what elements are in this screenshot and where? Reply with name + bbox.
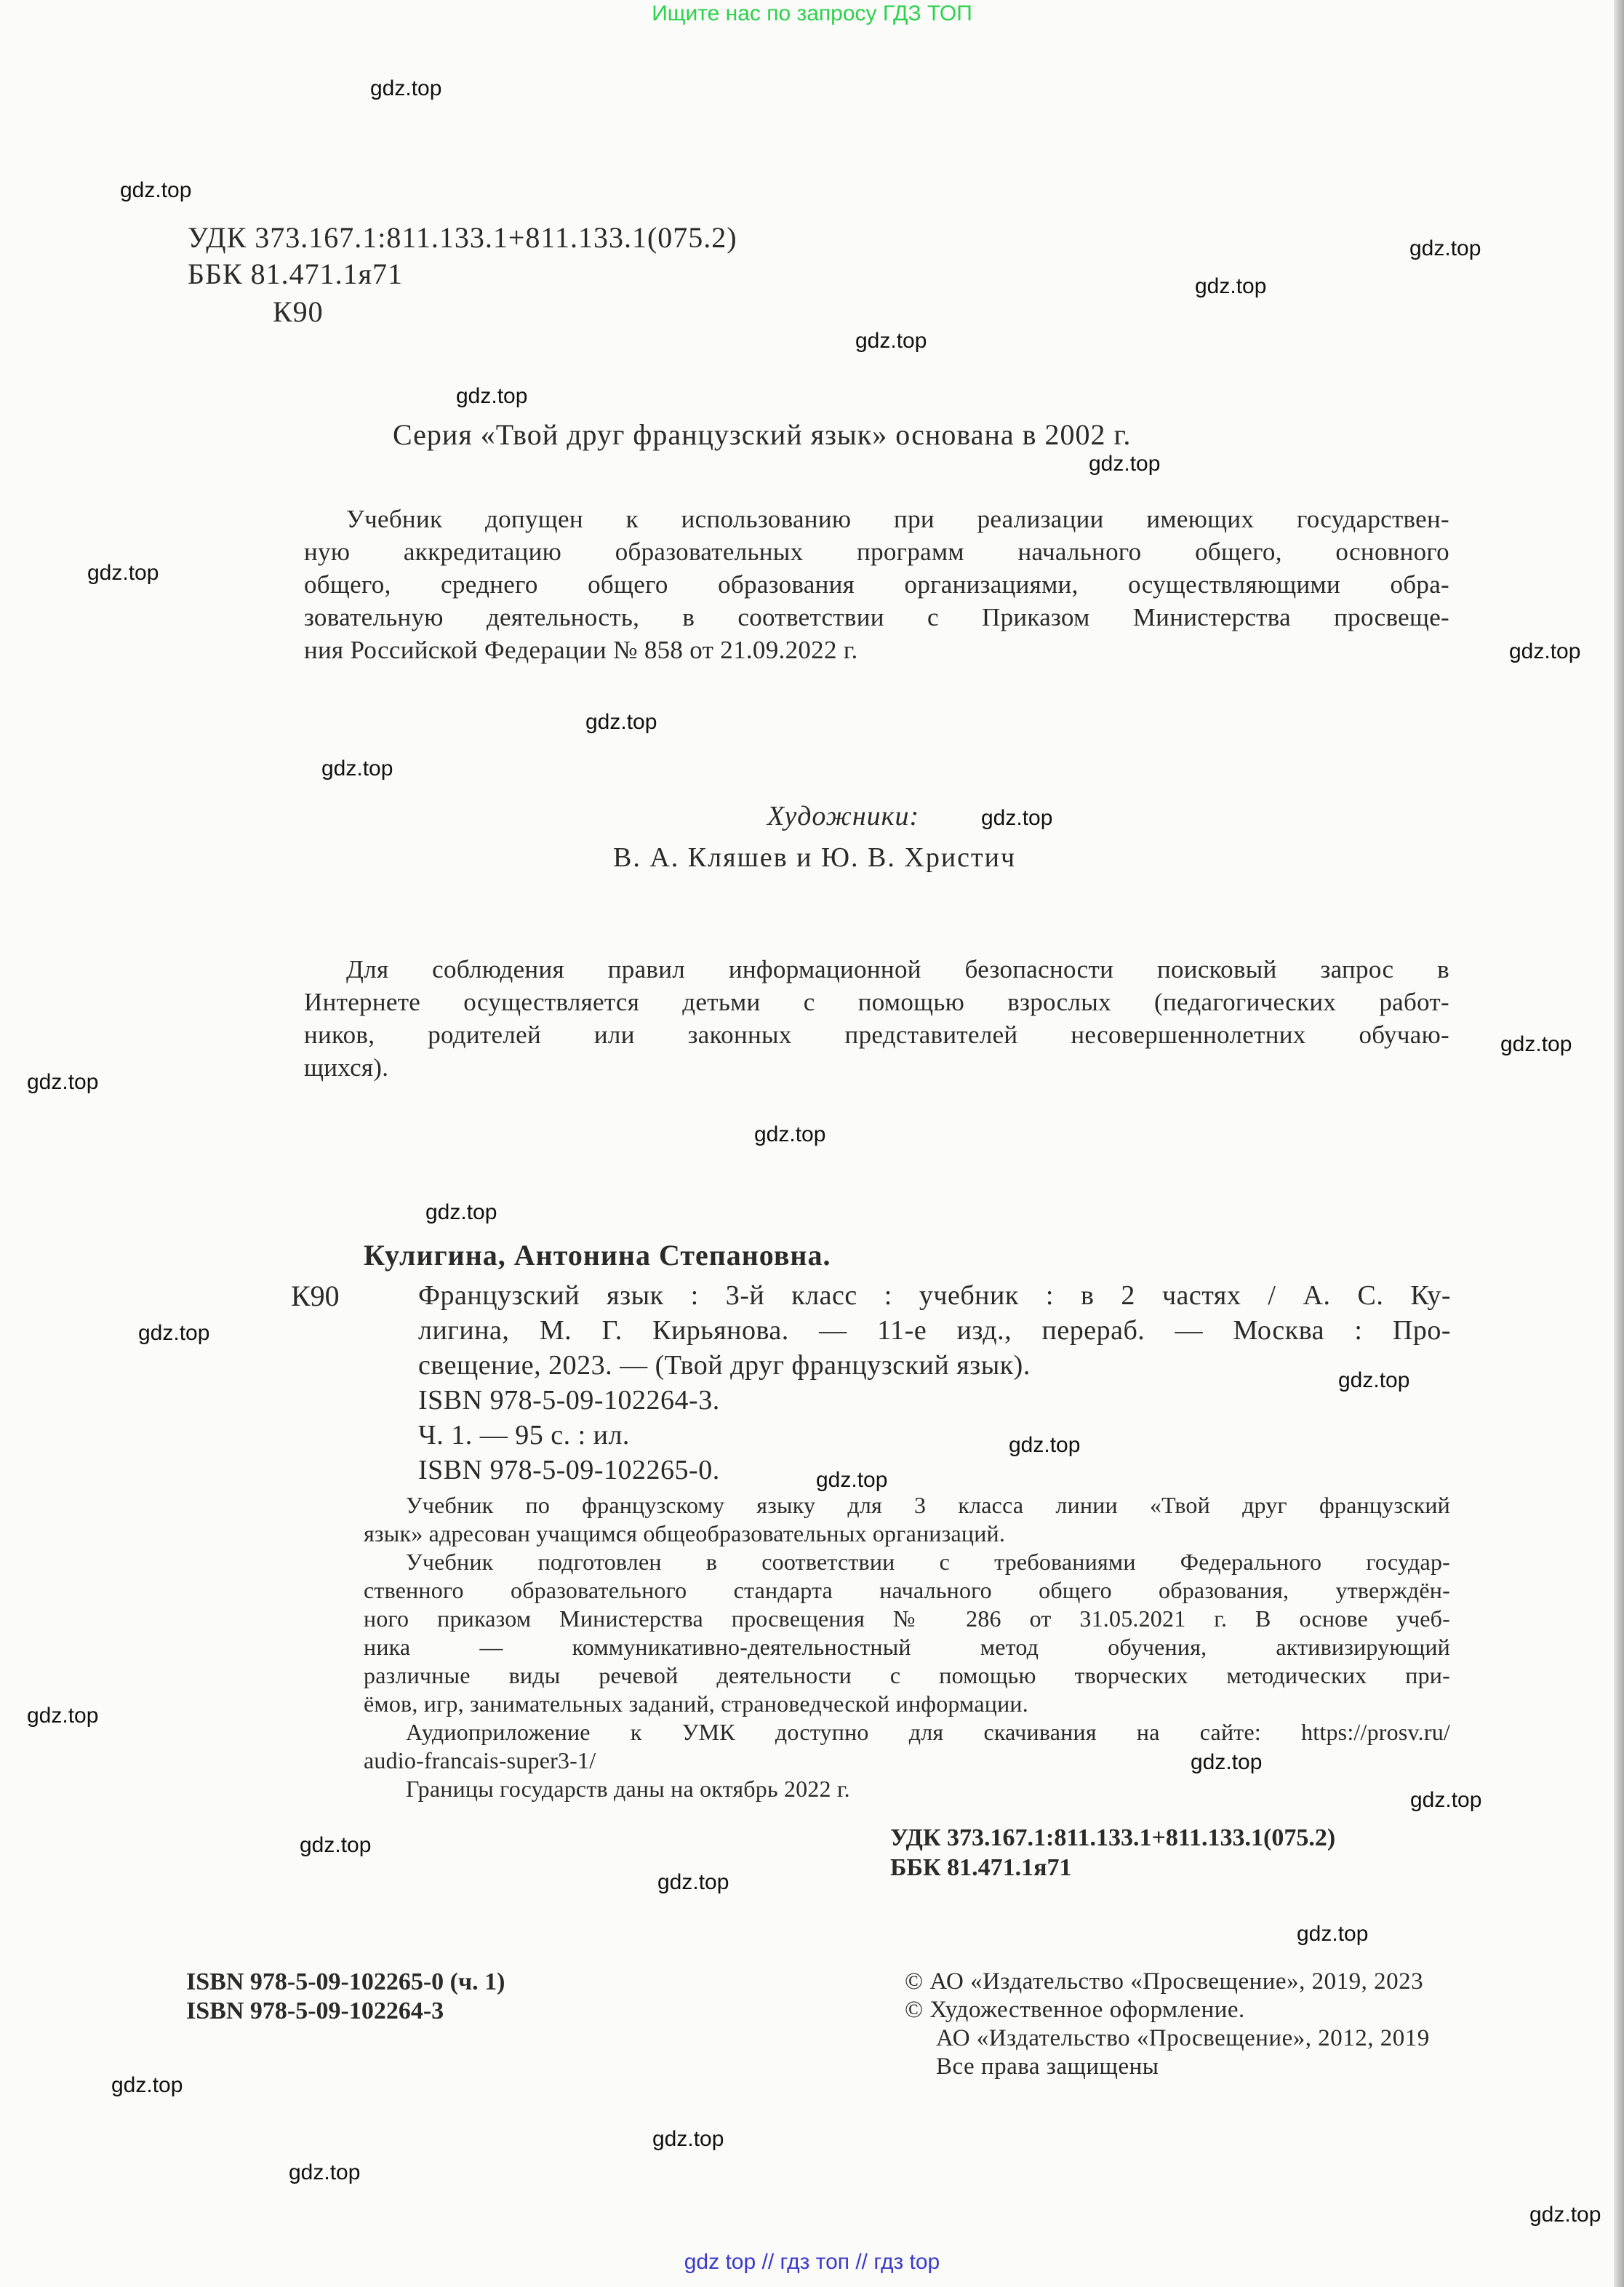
safety-line: Для соблюдения правил информационной безопасности поисковый запрос в	[346, 955, 1449, 983]
series-line: Серия «Твой друг французский язык» основана в 2002 г.	[393, 418, 1132, 451]
watermark: gdz.top	[456, 384, 528, 408]
watermark: gdz.top	[1509, 639, 1581, 663]
watermark: gdz.top	[1410, 1788, 1482, 1812]
approval-line: ную аккредитацию образовательных программ начального общего, основного	[304, 538, 1449, 566]
isbn-set: ISBN 978-5-09-102264-3	[186, 1997, 444, 2024]
annotation-line: audio-francais-super3-1/	[364, 1747, 596, 1773]
approval-line: Учебник допущен к использованию при реализации имеющих государствен-	[346, 505, 1449, 533]
watermark: gdz.top	[321, 757, 393, 781]
watermark: gdz.top	[1297, 1922, 1369, 1946]
watermark: gdz.top	[585, 710, 657, 734]
record-author: Кулигина, Антонина Степановна.	[364, 1239, 831, 1272]
annotation-line: различные виды речевой деятельности с помощью творческих методических при-	[364, 1662, 1450, 1688]
annotation-line: Учебник подготовлен в соответствии с требованиями Федерального государ-	[406, 1549, 1450, 1575]
annotation-line: Границы государств даны на октябрь 2022 г.	[406, 1776, 850, 1802]
author-sign-header: К90	[273, 295, 324, 328]
watermark: gdz.top	[300, 1833, 372, 1857]
watermark: gdz.top	[1409, 236, 1481, 260]
watermark: gdz.top	[111, 2073, 183, 2097]
annotation-line: язык» адресован учащимся общеобразовательных организаций.	[364, 1520, 1006, 1546]
udk-footer: УДК 373.167.1:811.133.1+811.133.1(075.2)	[890, 1824, 1336, 1851]
approval-line: общего, среднего общего образования организациями, осуществляющими обра-	[304, 570, 1449, 599]
watermark: gdz.top	[1338, 1368, 1410, 1392]
approval-paragraph	[304, 503, 1449, 666]
top-banner[interactable]: Ищите нас по запросу ГДЗ ТОП	[652, 1, 972, 25]
annotation-line: ного приказом Министерства просвещения № 286 от 31.05.2021 г. В основе учеб-	[364, 1605, 1450, 1632]
copyright-line: Все права защищены	[936, 2053, 1159, 2080]
record-title-line: Французский язык : 3-й класс : учебник : в 2 частях / А. С. Ку-	[418, 1280, 1451, 1311]
watermark: gdz.top	[1089, 452, 1161, 476]
record-body	[418, 1278, 1451, 1488]
watermark: gdz.top	[87, 561, 159, 585]
watermark: gdz.top	[120, 178, 192, 202]
record-title-line: свещение, 2023. — (Твой друг французский язык).	[418, 1350, 1031, 1381]
approval-line: зовательную деятельность, в соответствии с Приказом Министерства просвеще-	[304, 603, 1449, 631]
page-edge-shadow	[1614, 0, 1624, 2287]
watermark: gdz.top	[1195, 274, 1267, 298]
annotation-line: Аудиоприложение к УМК доступно для скачивания на сайте: https://prosv.ru/	[406, 1719, 1450, 1745]
record-isbn-all: ISBN 978-5-09-102264-3.	[418, 1385, 720, 1416]
approval-line: ния Российской Федерации № 858 от 21.09.2022 г.	[304, 636, 858, 664]
isbn-part: ISBN 978-5-09-102265-0 (ч. 1)	[186, 1968, 505, 1995]
annotation-line: ника — коммуникативно-деятельностный метод обучения, активизирующий	[364, 1634, 1450, 1660]
record-isbn-part: ISBN 978-5-09-102265-0.	[418, 1455, 720, 1485]
safety-paragraph	[304, 953, 1449, 1084]
watermark: gdz.top	[27, 1704, 99, 1728]
annotation-line: ёмов, игр, занимательных заданий, страноведческой информации.	[364, 1691, 1028, 1717]
watermark: gdz.top	[1500, 1032, 1572, 1056]
watermark: gdz.top	[1009, 1433, 1081, 1457]
bbk-header: ББК 81.471.1я71	[188, 258, 404, 290]
watermark: gdz.top	[370, 76, 442, 100]
artists-names: В. А. Кляшев и Ю. В. Христич	[613, 842, 1017, 873]
watermark: gdz.top	[1191, 1750, 1263, 1774]
udk-header: УДК 373.167.1:811.133.1+811.133.1(075.2)	[188, 221, 737, 254]
annotation-line: Учебник по французскому языку для 3 класса линии «Твой друг французский	[406, 1492, 1450, 1518]
artists-label: Художники:	[767, 801, 920, 831]
watermark: gdz.top	[855, 329, 927, 353]
watermark: gdz.top	[816, 1468, 888, 1492]
record-part: Ч. 1. — 95 с. : ил.	[418, 1420, 630, 1450]
safety-line: щихся).	[304, 1053, 389, 1082]
watermark: gdz.top	[657, 1870, 729, 1894]
safety-line: ников, родителей или законных представителей несовершеннолетних обучаю-	[304, 1021, 1449, 1049]
bottom-banner[interactable]: gdz top // гдз топ // гдз top	[684, 2250, 940, 2274]
annotation	[364, 1491, 1450, 1803]
watermark: gdz.top	[652, 2127, 724, 2151]
watermark: gdz.top	[289, 2160, 361, 2184]
watermark: gdz.top	[981, 806, 1053, 830]
copyright-line: АО «Издательство «Просвещение», 2012, 2019	[936, 2025, 1430, 2051]
record-code: К90	[291, 1280, 340, 1312]
watermark: gdz.top	[1529, 2203, 1601, 2227]
record-title-line: лигина, М. Г. Кирьянова. — 11-е изд., перераб. — Москва : Про-	[418, 1315, 1451, 1346]
annotation-line: ственного образовательного стандарта начального общего образования, утверждён-	[364, 1577, 1450, 1603]
watermark: gdz.top	[425, 1200, 497, 1224]
bbk-footer: ББК 81.471.1я71	[890, 1854, 1072, 1881]
copyright-line: © Художественное оформление.	[905, 1997, 1245, 2023]
watermark: gdz.top	[27, 1070, 99, 1094]
safety-line: Интернете осуществляется детьми с помощью взрослых (педагогических работ-	[304, 988, 1449, 1016]
copyright-line: © АО «Издательство «Просвещение», 2019, 2023	[905, 1968, 1424, 1995]
watermark: gdz.top	[754, 1122, 826, 1146]
watermark: gdz.top	[138, 1321, 210, 1345]
